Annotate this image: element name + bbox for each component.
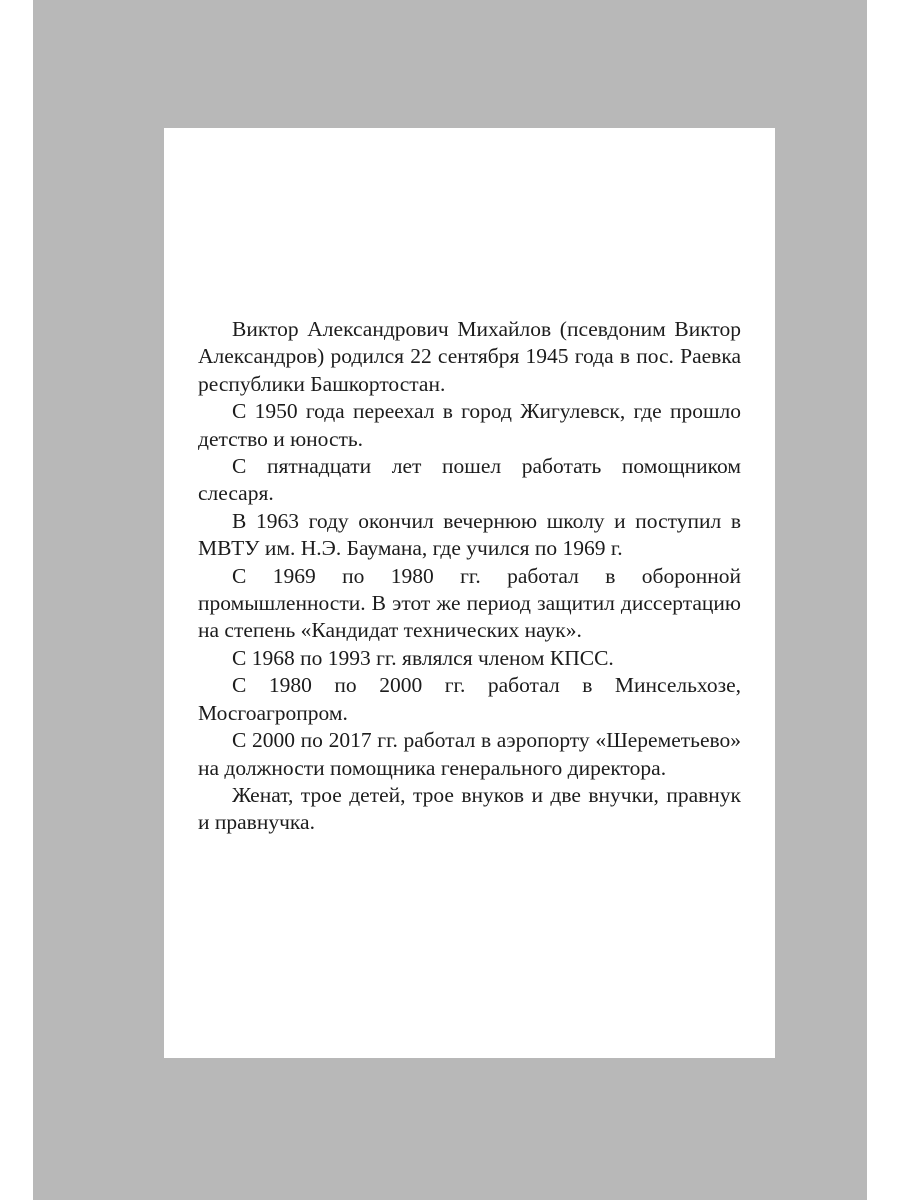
biography-text bbox=[198, 316, 741, 837]
paragraph-airport: С 2000 по 2017 гг. работал в аэропорту «Шереметьево» на должности помощника генерального директора. bbox=[198, 728, 741, 780]
paragraph-birth: Виктор Александрович Михайлов (псевдоним Виктор Александров) родился 22 сентября 1945 года в пос. Раевка республики Башкортостан. bbox=[198, 317, 741, 396]
paragraph-family: Женат, трое детей, трое внуков и две внучки, правнук и правнучка. bbox=[198, 782, 741, 835]
paragraph-party-membership: С 1968 по 1993 гг. являлся членом КПСС. bbox=[232, 645, 614, 670]
paragraph-zhigulevsk: С 1950 года переехал в город Жигулевск, где прошло детство и юность. bbox=[198, 399, 741, 451]
paragraph-education: В 1963 году окончил вечернюю школу и поступил в МВТУ им. Н.Э. Баумана, где учился по 1969 г. bbox=[198, 508, 741, 561]
paragraph-defense-industry: С 1969 по 1980 гг. работал в оборонной промышленности. В этот же период защитил диссертацию на степень «Кандидат технических наук». bbox=[198, 563, 741, 643]
document-viewer-background bbox=[33, 0, 867, 1200]
paragraph-ministry: С 1980 по 2000 гг. работал в Минсельхозе, Мосгоагропром. bbox=[198, 673, 741, 725]
document-page bbox=[164, 128, 775, 1058]
paragraph-first-job: С пятнадцати лет пошел работать помощником слесаря. bbox=[198, 454, 741, 506]
